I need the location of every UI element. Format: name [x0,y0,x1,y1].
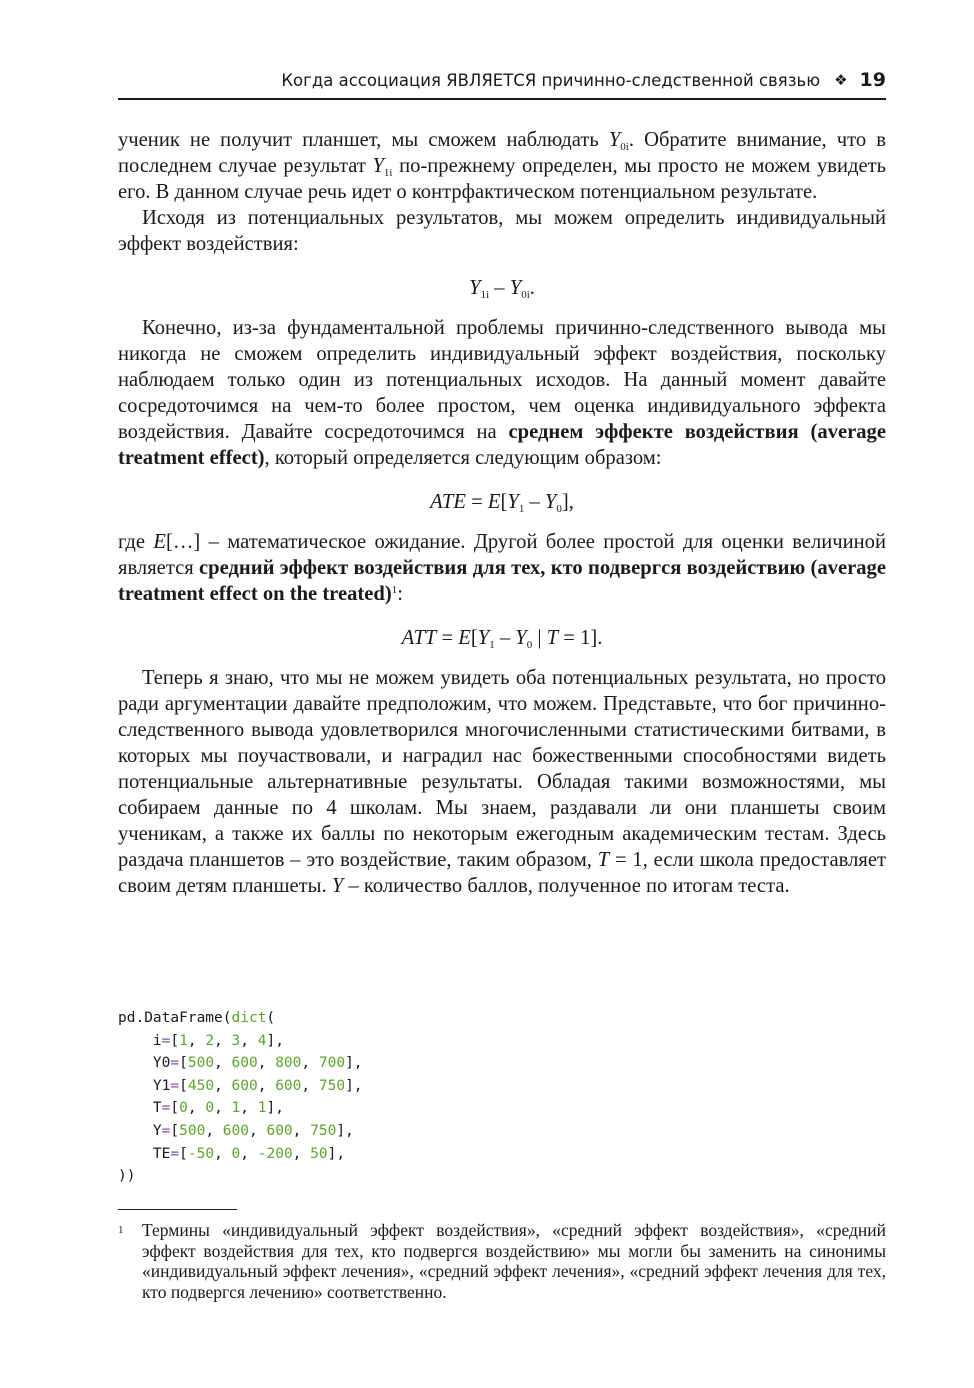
footnote-text: Термины «индивидуальный эффект воздействия», «средний эффект воздействия», «средний эффект воздействия для тех, кто подвергся воздействию» мы могли бы заменить на синонимы «индивидуальный эффект лечения», «средний эффект лечения», «средний эффект лечения для тех, кто подвергся лечению» соответственно. [142,1220,886,1302]
paragraph-2: Исходя из потенциальных результатов, мы можем определить индивидуальный эффект воздействия: [118,207,886,255]
footnote-marker: 1 [118,1224,124,1236]
code-operator: = [170,1077,180,1094]
text: Конечно, из-за фундаментальной проблемы причинно-следственного вывода мы никогда не сможем определить индивидуальный эффект воздействия, поскольку наблюдаем только один из потенциальных исходов. На данный момент давайте сосредоточимся на чем-то более простом, чем оценка индивидуального эффекта воздействия. Давайте сосредоточимся на [118,317,886,443]
code-number: 600 [222,1122,249,1139]
code-number: 800 [275,1055,302,1072]
text: : [397,583,403,605]
code-number: 500 [187,1055,215,1072]
header-title: Когда ассоциация ЯВЛЯЕТСЯ причинно-следственной связью [281,70,821,90]
code-number: 600 [231,1077,258,1094]
code-function: dict [231,1010,267,1026]
paragraph-5 [118,665,886,899]
code-key: Y0 [152,1055,171,1072]
code-number: 500 [179,1122,206,1139]
math-op: [ [470,627,478,649]
text: где [118,531,154,553]
code-block [118,1007,363,1188]
code-number: 0 [231,1145,241,1162]
math-op: – [489,277,510,299]
code-line: Y0=[500, 600, 800, 700], [152,1055,363,1072]
text: по-прежнему определен, мы просто не можем увидеть его. В данном случае речь идет о контрфактическом потенциальном результате. [118,155,886,203]
code-number: 3 [231,1032,241,1049]
code-number: 50 [310,1145,328,1162]
paragraph-1 [118,127,886,205]
code-text: pd.DataFrame( [118,1010,232,1026]
math-y: Y [469,277,481,299]
code-text: )) [118,1168,136,1185]
math-op: = [436,627,459,649]
code-line: i=[1, 2, 3, 4], [152,1032,284,1049]
code-key: i [152,1032,162,1049]
page-number: 19 [859,69,886,91]
subscript: 1 [489,639,495,651]
code-operator: = [170,1145,180,1162]
math-e: E [458,627,471,649]
code-number: 1 [179,1032,188,1049]
code-number: 0 [205,1100,215,1117]
text: = 1, если школа предоставляет своим детям планшеты. [118,849,886,897]
math-op: | [532,627,547,649]
code-key: Y [152,1122,162,1139]
math-op: – [524,491,545,513]
math-op: [ [500,491,508,513]
text: . Обратите внимание, что в последнем случае результат [118,129,886,177]
subscript: 1 [518,503,525,515]
math-y: Y [544,491,557,513]
footnote-divider [118,1209,237,1210]
code-operator: = [170,1055,180,1072]
math-t: T [597,849,610,871]
code-number: 700 [318,1055,346,1072]
math-y: Y [372,155,384,177]
code-number: 750 [318,1077,346,1094]
code-line: T=[0, 0, 1, 1], [152,1100,284,1117]
footnote [118,1220,886,1302]
math-y: Y [331,875,344,897]
code-key: T [152,1100,162,1117]
code-number: 1 [257,1100,267,1117]
code-number: 2 [205,1032,215,1049]
math-op: = 1]. [558,627,603,649]
code-number: 600 [275,1077,302,1094]
text: , который определяется следующим образом: [264,447,662,469]
code-number: 1 [231,1100,241,1117]
code-number: -50 [187,1145,215,1162]
term-att: средний эффект воздействия для тех, кто подвергся воздействию (average treatment effect on the treated) [118,557,886,605]
code-operator: = [161,1100,171,1117]
math-lhs: ATE [430,491,466,513]
subscript: 1i [383,167,393,179]
paragraph-4 [118,529,886,607]
text: ученик не получит планшет, мы сможем наблюдать [118,129,609,151]
term-ate: среднем эффекте воздействия (average treatment effect) [118,421,886,469]
code-number: -200 [257,1145,293,1162]
math-y: Y [608,129,621,151]
code-number: 600 [231,1055,258,1072]
code-line: TE=[-50, 0, -200, 50], [152,1145,346,1162]
code-key: Y1 [152,1077,171,1094]
math-lhs: ATT [401,627,437,649]
math-y: Y [477,627,490,649]
equation-ite [118,275,886,301]
footnote-ref[interactable]: 1 [391,584,398,596]
code-operator: = [161,1122,171,1139]
math-e: E [153,531,166,553]
paragraph-3 [118,315,886,471]
code-number: 750 [310,1122,337,1139]
math-y: Y [507,491,519,513]
code-number: 4 [257,1032,267,1049]
math-y: Y [509,277,522,299]
code-line: Y=[500, 600, 600, 750], [152,1122,354,1139]
equation-att [118,625,886,651]
running-header [118,62,886,100]
code-line: Y1=[450, 600, 600, 750], [152,1077,363,1094]
code-text: ( [266,1010,276,1026]
code-number: 0 [179,1100,188,1117]
body-text [118,127,886,899]
subscript: 1i [480,289,490,301]
ornament-icon: ❖ [834,71,848,89]
subscript: 0 [556,503,562,515]
code-number: 600 [266,1122,293,1139]
math-op: . [529,277,535,299]
equation-ate [118,489,886,515]
text: – количество баллов, полученное по итогам теста. [343,875,790,897]
text: […] – математическое ожидание. Другой более простой для оценки величиной является [118,531,886,579]
subscript: 0i [521,289,530,301]
subscript: 0 [526,639,533,651]
math-op: = [465,491,488,513]
code-number: 450 [187,1077,215,1094]
text: Теперь я знаю, что мы не можем увидеть оба потенциальных результата, но просто ради аргументации давайте предположим, что можем. Представьте, что бог причинно-следственного вывода удовлетворился многочисленными статистическими битвами, в которых мы поучаствовали, и наградил нас божественными способностями видеть потенциальные альтернативные результаты. Обладая такими возможностями, мы собираем данные по 4 школам. Мы знаем, раздавали ли они планшеты своим ученикам, а также их баллы по некоторым ежегодным академическим тестам. Здесь раздача планшетов – это воздействие, таким образом, [118,667,886,871]
subscript: 0i [620,141,629,153]
code-operator: = [161,1032,171,1049]
math-e: E [487,491,501,513]
math-t: T [546,627,559,649]
math-op: ], [561,491,574,513]
math-op: – [494,627,516,649]
code-key: TE [152,1145,171,1162]
math-y: Y [515,627,527,649]
